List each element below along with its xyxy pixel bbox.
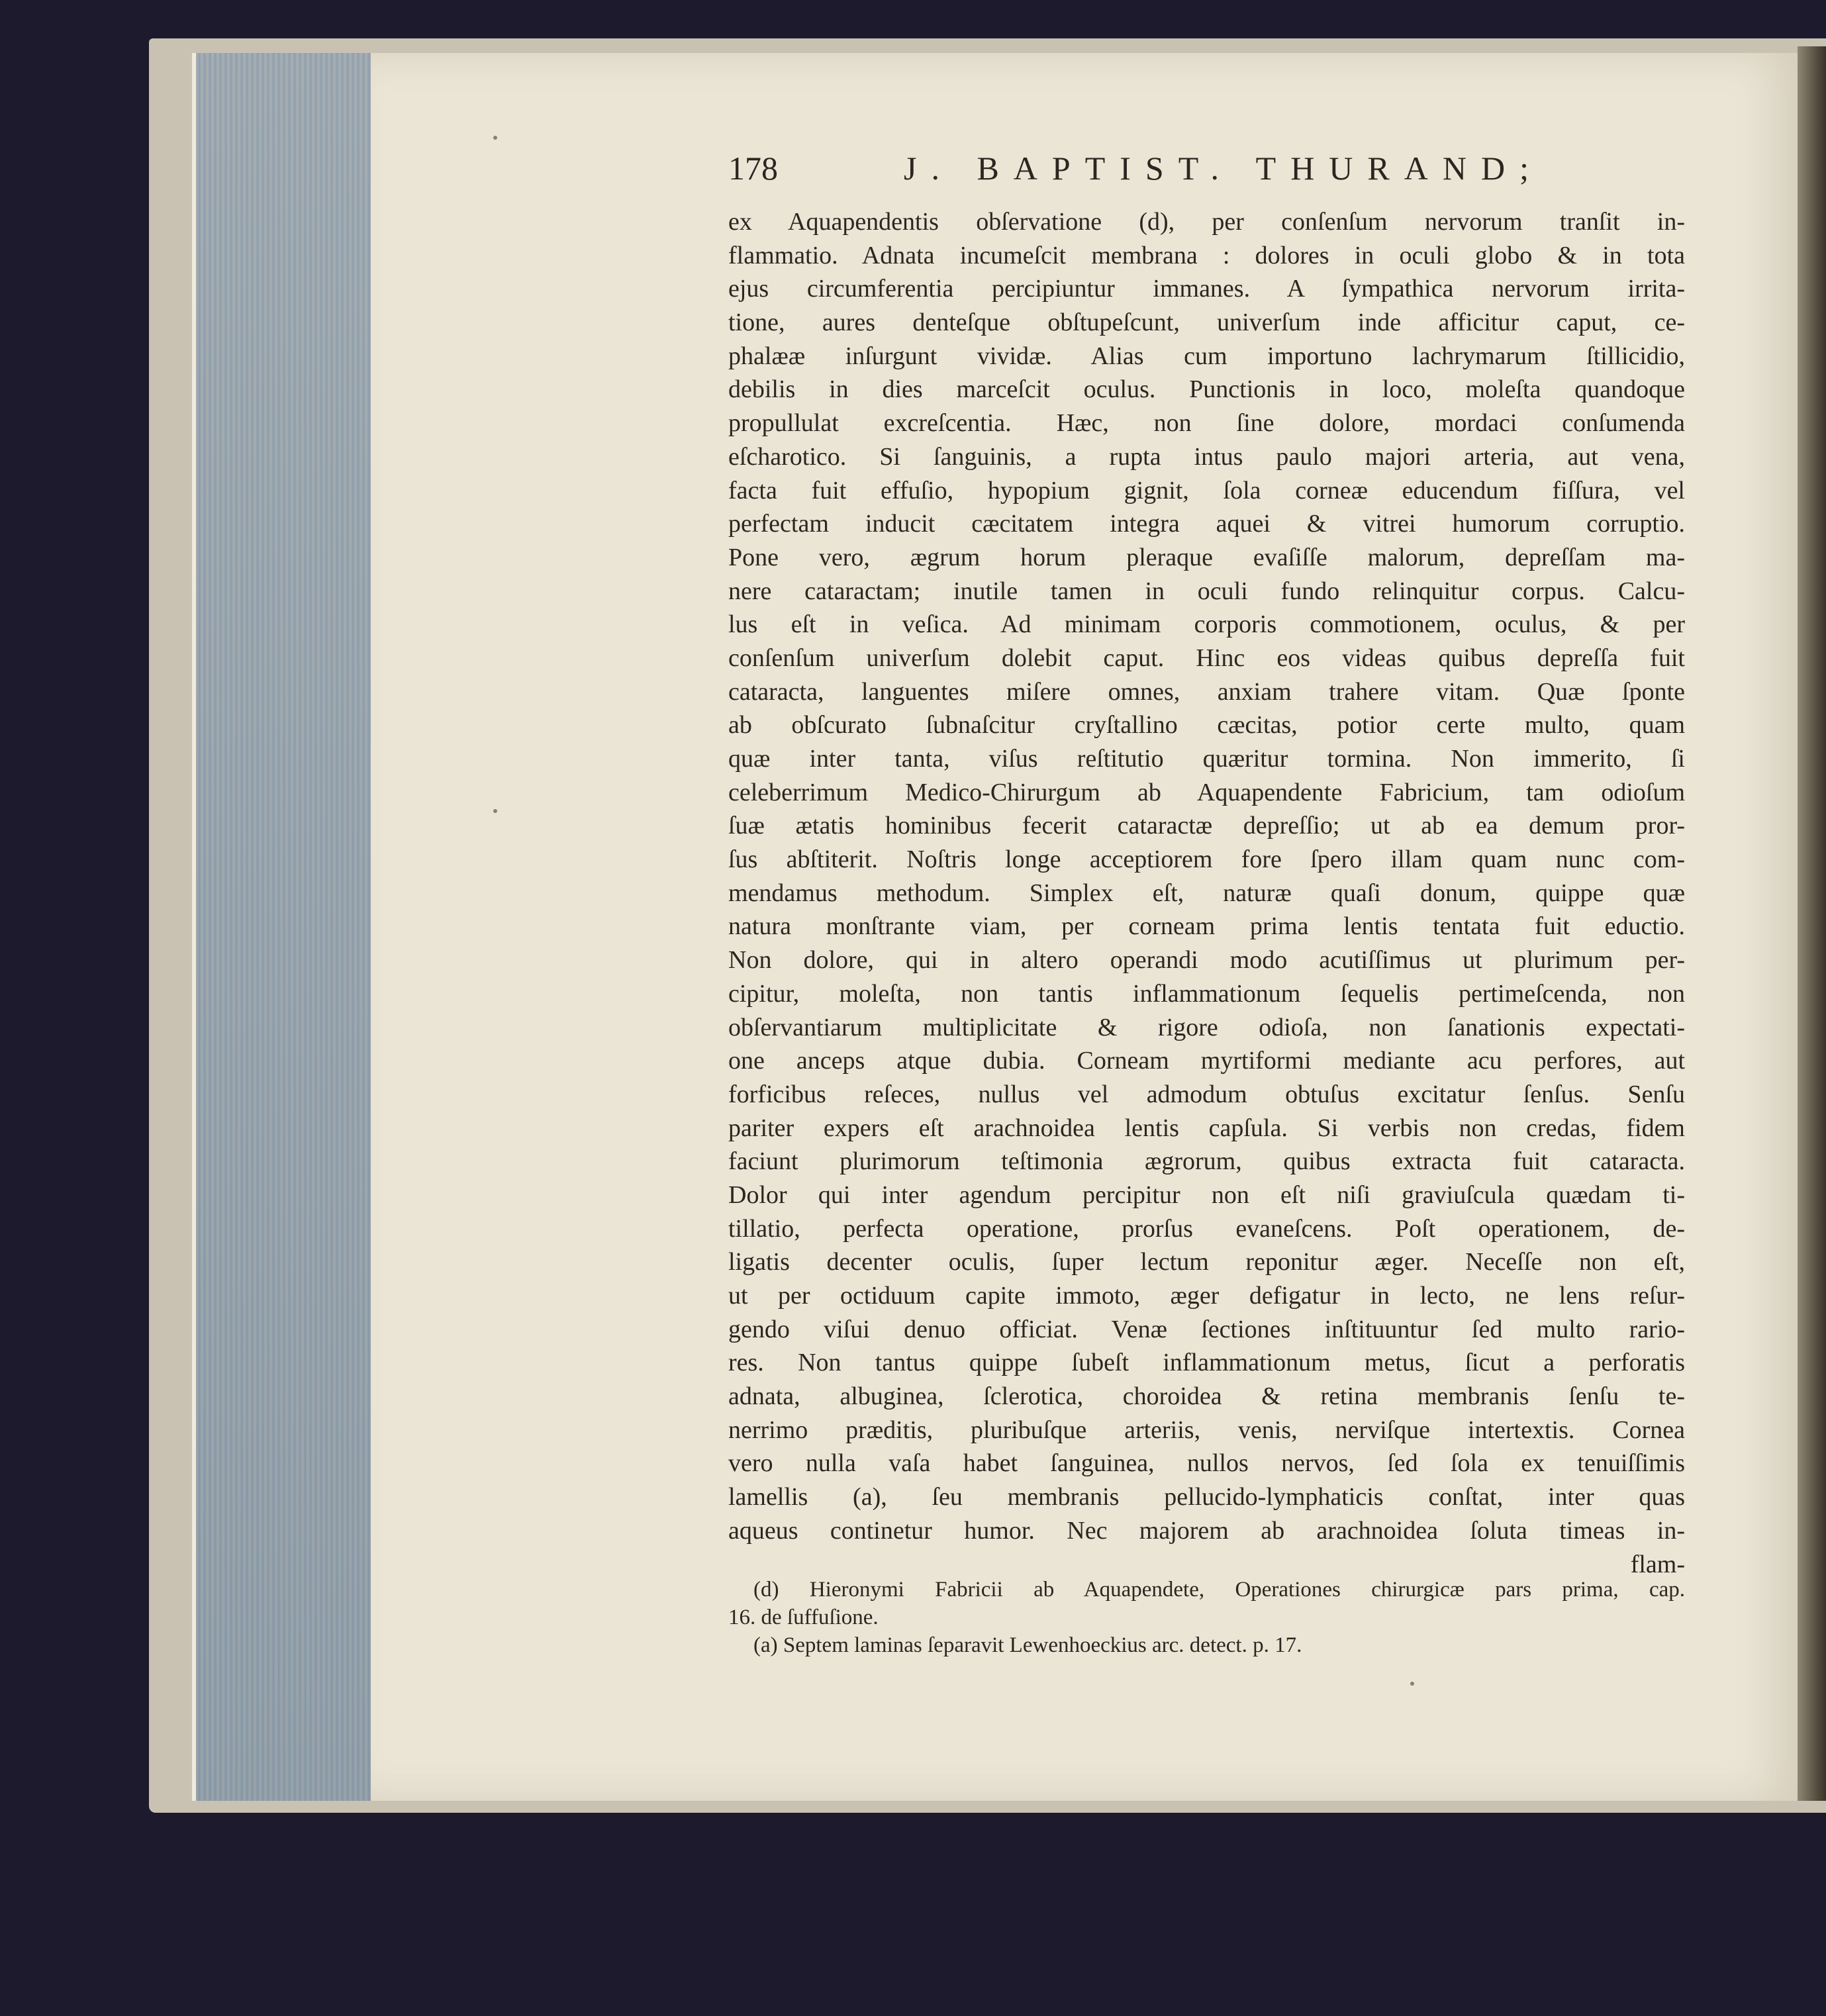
gutter-shadow bbox=[1798, 46, 1826, 1801]
text-line: pariter expers eſt arachnoidea lentis capſula. Si verbis non credas, fidem bbox=[728, 1114, 1685, 1142]
text-line: ab obſcurato ſubnaſcitur cryſtallino cæcitas, potior certe multo, quam bbox=[728, 711, 1685, 740]
text-line: ligatis decenter oculis, ſuper lectum reponitur æger. Neceſſe non eſt, bbox=[728, 1248, 1685, 1276]
paper-speck bbox=[493, 809, 497, 813]
text-line: tione, aures denteſque obſtupeſcunt, univerſum inde afficitur caput, ce- bbox=[728, 309, 1685, 337]
footnote-a: (a) Septem laminas ſeparavit Lewenhoeckius arc. detect. p. 17. bbox=[753, 1633, 1302, 1657]
text-line: res. Non tantus quippe ſubeſt inflammationum metus, ſicut a perforatis bbox=[728, 1349, 1685, 1377]
text-line: lus eſt in veſica. Ad minimam corporis commotionem, oculus, & per bbox=[728, 610, 1685, 639]
text-line: cataracta, languentes miſere omnes, anxiam trahere vitam. Quæ ſponte bbox=[728, 677, 1685, 706]
text-line: cipitur, moleſta, non tantis inflammationum ſequelis pertimeſcenda, non bbox=[728, 979, 1685, 1008]
text-line: lamellis (a), ſeu membranis pellucido-lymphaticis conſtat, inter quas bbox=[728, 1483, 1685, 1512]
text-line: ſuæ ætatis hominibus fecerit cataractæ depreſſio; ut ab ea demum pror- bbox=[728, 812, 1685, 840]
text-line: forficibus reſeces, nullus vel admodum obtuſus excitatur ſenſus. Senſu bbox=[728, 1080, 1685, 1108]
footnote-d-continued: 16. de ſuffuſione. bbox=[728, 1606, 879, 1629]
text-line: flammatio. Adnata incumeſcit membrana : dolores in oculi globo & in tota bbox=[728, 241, 1685, 269]
text-line: vero nulla vaſa habet ſanguinea, nullos nervos, ſed ſola ex tenuiſſimis bbox=[728, 1449, 1685, 1478]
text-line: adnata, albuginea, ſclerotica, choroidea & retina membranis ſenſu te- bbox=[728, 1382, 1685, 1411]
text-line: nerrimo præditis, pluribuſque arteriis, venis, nerviſque intertextis. Cornea bbox=[728, 1416, 1685, 1444]
text-line: propullulat excreſcentia. Hæc, non ſine dolore, mordaci conſumenda bbox=[728, 409, 1685, 438]
text-line: obſervantiarum multiplicitate & rigore odioſa, non ſanationis expectati- bbox=[728, 1013, 1685, 1041]
text-line: ejus circumferentia percipiuntur immanes. A ſympathica nervorum irrita- bbox=[728, 275, 1685, 303]
text-line: quæ inter tanta, viſus reſtitutio quæritur tormina. Non immerito, ſi bbox=[728, 745, 1685, 773]
text-line: faciunt plurimorum teſtimonia ægrorum, quibus extracta fuit cataracta. bbox=[728, 1147, 1685, 1176]
running-head: J. BAPTIST. THURAND; bbox=[904, 150, 1543, 187]
text-line: one anceps atque dubia. Corneam myrtiformi mediante acu perfores, aut bbox=[728, 1047, 1685, 1075]
text-line: gendo viſui denuo officiat. Venæ ſectiones inſtituuntur ſed multo rario- bbox=[728, 1315, 1685, 1343]
body-text bbox=[728, 205, 1685, 1581]
text-line: celeberrimum Medico-Chirurgum ab Aquapendente Fabricium, tam odioſum bbox=[728, 778, 1685, 806]
text-line: conſenſum univerſum dolebit caput. Hinc eos videas quibus depreſſa fuit bbox=[728, 644, 1685, 672]
text-line: aqueus continetur humor. Nec majorem ab arachnoidea ſoluta timeas in- bbox=[728, 1516, 1685, 1545]
text-line: tillatio, perfecta operatione, prorſus evaneſcens. Poſt operationem, de- bbox=[728, 1214, 1685, 1243]
text-line: phalææ inſurgunt vividæ. Alias cum importuno lachrymarum ſtillicidio, bbox=[728, 342, 1685, 370]
text-line: nere cataractam; inutile tamen in oculi fundo relinquitur corpus. Calcu- bbox=[728, 577, 1685, 605]
text-line: Non dolore, qui in altero operandi modo acutiſſimus ut plurimum per- bbox=[728, 946, 1685, 975]
footnote-d: (d) Hieronymi Fabricii ab Aquapendete, Operationes chirurgicæ pars prima, cap. bbox=[753, 1578, 1685, 1602]
text-line: Dolor qui inter agendum percipitur non eſt niſi graviuſcula quædam ti- bbox=[728, 1180, 1685, 1209]
text-line: ut per octiduum capite immoto, æger defigatur in lecto, ne lens reſur- bbox=[728, 1282, 1685, 1310]
paper-speck bbox=[1410, 1682, 1414, 1686]
page-edges bbox=[192, 53, 377, 1801]
page-number: 178 bbox=[728, 150, 778, 187]
text-line: natura monſtrante viam, per corneam prima lentis tentata fuit eductio. bbox=[728, 912, 1685, 941]
text-line: facta fuit effuſio, hypopium gignit, ſola corneæ educendum fiſſura, vel bbox=[728, 476, 1685, 504]
catchword: flam- bbox=[1630, 1550, 1685, 1578]
text-line: mendamus methodum. Simplex eſt, naturæ quaſi donum, quippe quæ bbox=[728, 879, 1685, 907]
text-line: ſus abſtiterit. Noſtris longe acceptiorem fore ſpero illam quam nunc com- bbox=[728, 845, 1685, 874]
text-line: Pone vero, ægrum horum pleraque evaſiſſe malorum, depreſſam ma- bbox=[728, 543, 1685, 571]
text-line: eſcharotico. Si ſanguinis, a rupta intus paulo majori arteria, aut vena, bbox=[728, 442, 1685, 471]
text-line: ex Aquapendentis obſervatione (d), per conſenſum nervorum tranſit in- bbox=[728, 208, 1685, 236]
paper-speck bbox=[493, 136, 497, 140]
page-header bbox=[728, 142, 1685, 195]
text-line: debilis in dies marceſcit oculus. Punctionis in loco, moleſta quandoque bbox=[728, 375, 1685, 404]
footnotes bbox=[728, 1576, 1685, 1659]
text-line: perfectam inducit cæcitatem integra aquei & vitrei humorum corruptio. bbox=[728, 510, 1685, 538]
